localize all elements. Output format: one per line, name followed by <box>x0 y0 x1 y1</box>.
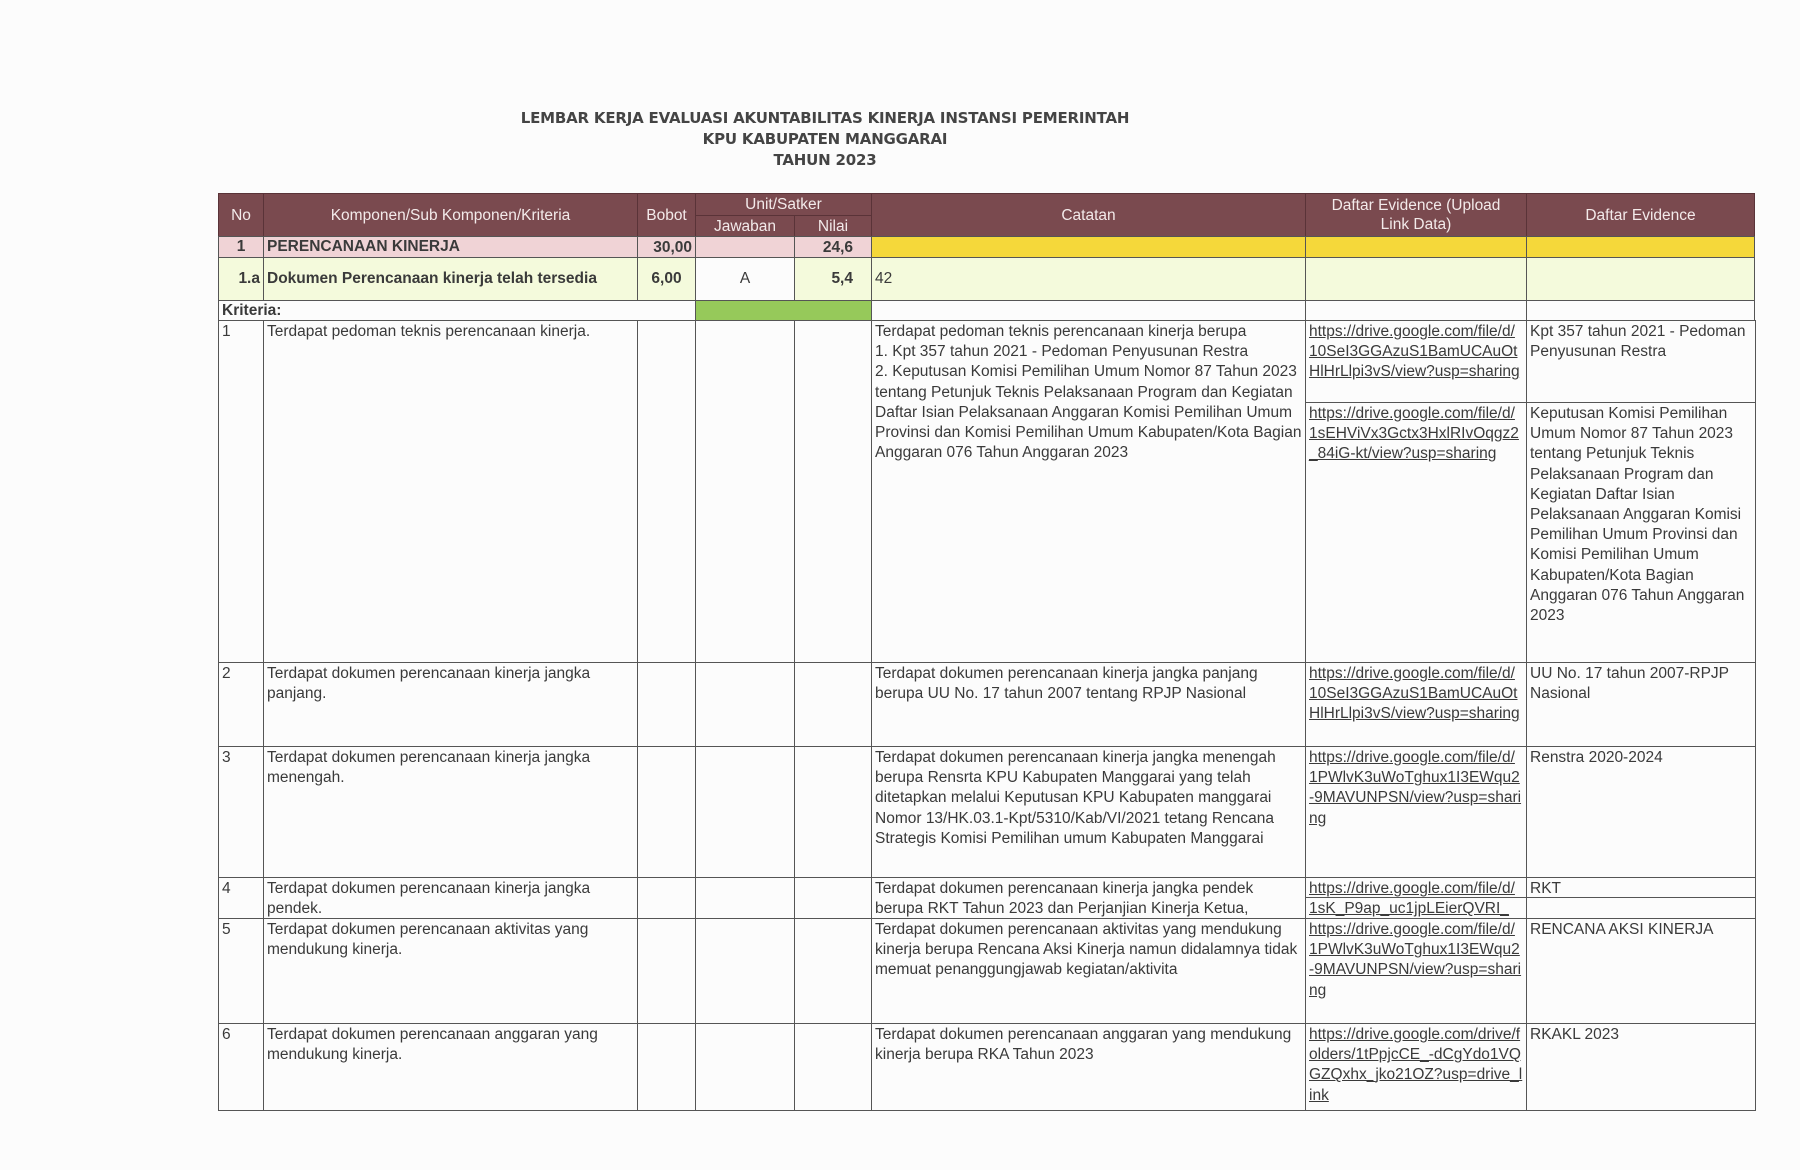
criteria-catatan[interactable]: Terdapat dokumen perencanaan aktivitas yang mendukung kinerja berupa Rencana Aksi Kinerja namun didalamnya tidak memuat penanggungjawab kegiatan/aktivita <box>871 918 1306 1024</box>
component-bobot: 30,00 <box>637 236 696 258</box>
criteria-no: 5 <box>218 918 264 1024</box>
component-catatan <box>871 236 1306 258</box>
subcomponent-no: 1.a <box>218 257 264 301</box>
header-komponen: Komponen/Sub Komponen/Kriteria <box>263 193 638 237</box>
subcomponent-jawaban[interactable]: A <box>695 257 795 301</box>
evidence-link[interactable]: https://drive.google.com/file/d/1PWlvK3uWoTghux1I3EWqu2-9MAVUNPSN/view?usp=sharing <box>1309 749 1522 827</box>
evidence-link[interactable]: https://drive.google.com/file/d/10SeI3GGAzuS1BamUCAuOtHlHrLlpi3vS/view?usp=sharing <box>1309 665 1520 723</box>
criteria-jawaban[interactable] <box>695 662 795 747</box>
criteria-nilai <box>794 877 872 919</box>
evidence-name: Keputusan Komisi Pemilihan Umum Nomor 87 Tahun 2023 tentang Petunjuk Teknis Pelaksanaan Program dan Kegiatan Daftar Isian Pelaksanaan Anggaran Komisi Pemilihan Umum Provinsi dan Komisi Pemilihan Umum Kabupaten/Kota Bagian Anggaran 076 Tahun Anggaran 2023 <box>1526 402 1756 663</box>
criteria-jawaban[interactable] <box>695 918 795 1024</box>
evidence-name: UU No. 17 tahun 2007-RPJP Nasional <box>1526 662 1756 747</box>
criteria-no: 2 <box>218 662 264 747</box>
criteria-text: Terdapat dokumen perencanaan kinerja jangka panjang. <box>263 662 638 747</box>
criteria-no: 6 <box>218 1023 264 1111</box>
document-title-line-2: KPU KABUPATEN MANGGARAI <box>702 130 948 148</box>
kriteria-label: Kriteria: <box>218 300 696 321</box>
criteria-nilai <box>794 918 872 1024</box>
criteria-catatan[interactable]: Terdapat pedoman teknis perencanaan kinerja berupa 1. Kpt 357 tahun 2021 - Pedoman Penyusunan Restra 2. Keputusan Komisi Pemilihan Umum Nomor 87 Tahun 2023 tentang Petunjuk Teknis Pelaksanaan Program dan Kegiatan Daftar Isian Pelaksanaan Anggaran Komisi Pemilihan Umum Provinsi dan Komisi Pemilihan Umum Kabupaten/Kota Bagian Anggaran 076 Tahun Anggaran 2023 <box>871 320 1306 663</box>
criteria-text: Terdapat dokumen perencanaan aktivitas yang mendukung kinerja. <box>263 918 638 1024</box>
criteria-no: 3 <box>218 746 264 878</box>
evidence-link-cell <box>1305 402 1527 663</box>
kriteria-evidence-link-blank <box>1305 300 1527 321</box>
subcomponent-catatan[interactable]: 42 <box>871 257 1306 301</box>
evidence-link[interactable]: https://drive.google.com/file/d/1sEHViVx3Gctx3HxlRIvOqgz2_84iG-kt/view?usp=sharing <box>1309 405 1519 463</box>
header-no: No <box>218 193 264 237</box>
criteria-nilai <box>794 662 872 747</box>
criteria-nilai <box>794 746 872 878</box>
evidence-link[interactable]: https://drive.google.com/file/d/10SeI3GGAzuS1BamUCAuOtHlHrLlpi3vS/view?usp=sharing <box>1309 323 1520 381</box>
evidence-link[interactable]: https://drive.google.com/file/d/1PWlvK3uWoTghux1I3EWqu2-9MAVUNPSN/view?usp=sharing <box>1309 921 1522 999</box>
subcomponent-bobot: 6,00 <box>637 257 696 301</box>
criteria-bobot <box>637 877 696 919</box>
evidence-name: RKT <box>1526 877 1756 898</box>
criteria-nilai <box>794 1023 872 1111</box>
evidence-link-cell <box>1305 746 1527 878</box>
criteria-jawaban[interactable] <box>695 746 795 878</box>
kriteria-evidence-blank <box>1526 300 1755 321</box>
criteria-bobot <box>637 1023 696 1111</box>
header-unit-satker: Unit/Satker <box>695 193 872 216</box>
header-nilai: Nilai <box>794 215 872 237</box>
subcomponent-evidence <box>1526 257 1755 301</box>
header-evidence: Daftar Evidence <box>1526 193 1755 237</box>
criteria-text: Terdapat dokumen perencanaan kinerja jangka menengah. <box>263 746 638 878</box>
subcomponent-name: Dokumen Perencanaan kinerja telah tersedia <box>263 257 638 301</box>
criteria-bobot <box>637 918 696 1024</box>
document-title-line-3: TAHUN 2023 <box>773 151 877 169</box>
criteria-no: 1 <box>218 320 264 663</box>
evidence-link[interactable]: https://drive.google.com/drive/folders/1tPpjcCE_-dCgYdo1VQGZQxhx_jko21OZ?usp=drive_link <box>1309 1026 1523 1104</box>
evidence-name: RKAKL 2023 <box>1526 1023 1756 1111</box>
criteria-text: Terdapat pedoman teknis perencanaan kinerja. <box>263 320 638 663</box>
header-jawaban: Jawaban <box>695 215 795 237</box>
evidence-name-blank <box>1526 897 1756 919</box>
header-bobot: Bobot <box>637 193 696 237</box>
criteria-text: Terdapat dokumen perencanaan kinerja jangka pendek. <box>263 877 638 919</box>
subcomponent-nilai: 5,4 <box>794 257 872 301</box>
evidence-link-cell <box>1305 320 1527 403</box>
criteria-bobot <box>637 662 696 747</box>
kriteria-status-indicator <box>695 300 872 321</box>
criteria-bobot <box>637 746 696 878</box>
evidence-name: Renstra 2020-2024 <box>1526 746 1756 878</box>
criteria-catatan[interactable]: Terdapat dokumen perencanaan kinerja jangka pendek berupa RKT Tahun 2023 dan Perjanjian Kinerja Ketua, <box>871 877 1306 919</box>
header-evidence-link: Daftar Evidence (Upload Link Data) <box>1305 193 1527 237</box>
criteria-nilai <box>794 320 872 663</box>
criteria-catatan[interactable]: Terdapat dokumen perencanaan kinerja jangka menengah berupa Rensrta KPU Kabupaten Manggarai yang telah ditetapkan melalui Keputusan KPU Kabupaten manggarai Nomor 13/HK.03.1-Kpt/5310/Kab/VI/2021 tetang Rencana Strategis Komisi Pemilihan umum Kabupaten Manggarai <box>871 746 1306 878</box>
evidence-link[interactable]: https://drive.google.com/file/d/1sK_P9ap_uc1jpLEierQVRI_ <box>1309 880 1515 918</box>
component-evidence <box>1526 236 1755 258</box>
table-left-border <box>218 1105 219 1111</box>
component-no: 1 <box>218 236 264 258</box>
component-evidence-link <box>1305 236 1527 258</box>
criteria-no: 4 <box>218 877 264 919</box>
subcomponent-evidence-link <box>1305 257 1527 301</box>
criteria-jawaban[interactable] <box>695 320 795 663</box>
criteria-jawaban[interactable] <box>695 1023 795 1111</box>
document-title-line-1: LEMBAR KERJA EVALUASI AKUNTABILITAS KINERJA INSTANSI PEMERINTAH <box>520 109 1130 127</box>
criteria-bobot <box>637 320 696 663</box>
evidence-link-cell <box>1305 877 1527 918</box>
component-nilai: 24,6 <box>794 236 872 258</box>
evidence-link-cell <box>1305 662 1527 747</box>
evidence-link-cell <box>1305 1023 1527 1111</box>
evidence-name: Kpt 357 tahun 2021 - Pedoman Penyusunan Restra <box>1526 320 1756 403</box>
criteria-catatan[interactable]: Terdapat dokumen perencanaan anggaran yang mendukung kinerja berupa RKA Tahun 2023 <box>871 1023 1306 1111</box>
criteria-jawaban[interactable] <box>695 877 795 919</box>
criteria-catatan[interactable]: Terdapat dokumen perencanaan kinerja jangka panjang berupa UU No. 17 tahun 2007 tentang RPJP Nasional <box>871 662 1306 747</box>
criteria-text: Terdapat dokumen perencanaan anggaran yang mendukung kinerja. <box>263 1023 638 1111</box>
component-jawaban <box>695 236 795 258</box>
evidence-name: RENCANA AKSI KINERJA <box>1526 918 1756 1024</box>
component-name: PERENCANAAN KINERJA <box>263 236 638 258</box>
kriteria-catatan-blank <box>871 300 1306 321</box>
header-catatan: Catatan <box>871 193 1306 237</box>
evidence-link-cell <box>1305 918 1527 1024</box>
